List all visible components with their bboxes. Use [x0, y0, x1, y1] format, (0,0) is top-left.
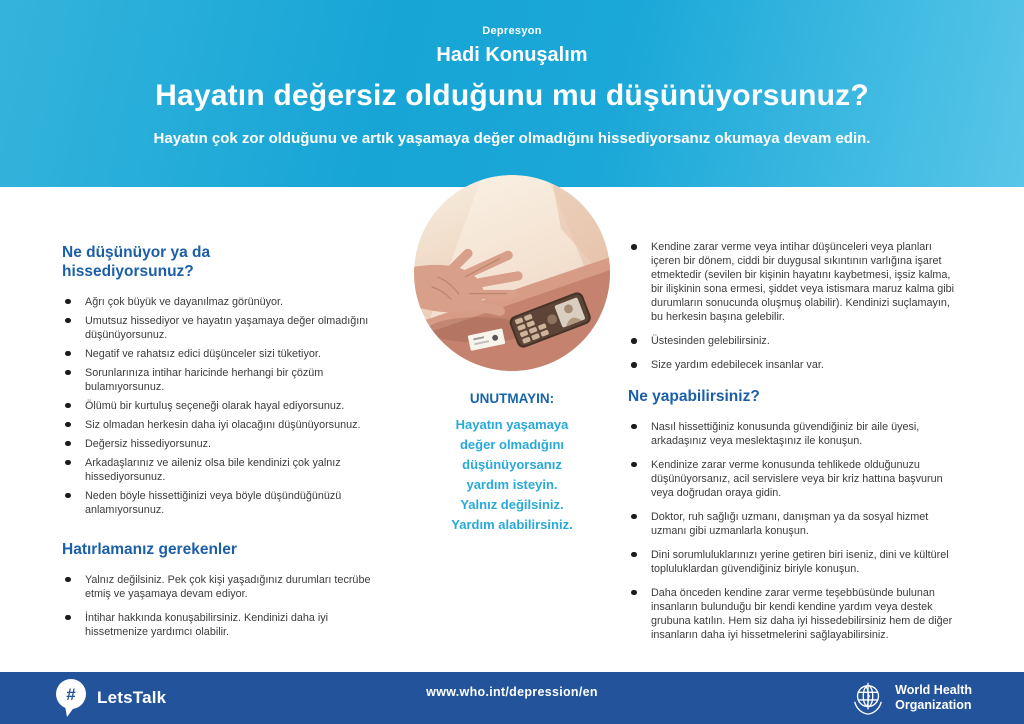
bullet-item: Nasıl hissettiğiniz konusunda güvendiğiniz bir aile üyesi, arkadaşınız veya meslektaşınız ile konuşun.: [628, 420, 962, 448]
bullet-item: Umutsuz hissediyor ve hayatın yaşamaya değer olmadığını düşünüyorsunuz.: [62, 314, 387, 342]
bullet-item: Değersiz hissediyorsunuz.: [62, 437, 387, 451]
bullet-item: Negatif ve rahatsız edici düşünceler sizi tüketiyor.: [62, 347, 387, 361]
feelings-bullet-list: [62, 295, 387, 517]
bullet-item: Doktor, ruh sağlığı uzmanı, danışman ya da sosyal hizmet uzmanı gibi uzmanlarla konuşun.: [628, 510, 962, 538]
who-emblem-icon: [849, 679, 887, 717]
bullet-item: Ağrı çok büyük ve dayanılmaz görünüyor.: [62, 295, 387, 309]
bullet-item: Kendine zarar verme veya intihar düşünceleri veya planları içeren bir dönem, ciddi bir duygusal sıkıntının varlığına işaret etmektedir (sevilen bir kişinin hayatını kaybetmesi, işsiz kalma, bir ilişkinin sona ermesi, şiddet veya istismara maruz kalma gibi durumların sonucunda oluşmuş olabilir). Kendinizi suçlamayın, bu herkesin başına gelebilir.: [628, 240, 962, 324]
reminder-lines: [404, 415, 620, 535]
remember-bullet-list: [62, 573, 387, 639]
who-logo: [849, 679, 972, 717]
hand-phone-illustration: [414, 175, 610, 371]
svg-text:#: #: [66, 685, 76, 704]
hand-phone-illustration-svg: [414, 175, 610, 371]
bullet-item: İntihar hakkında konuşabilirsiniz. Kendinizi daha iyi hissetmenize yardımcı olabilir.: [62, 611, 387, 639]
bullet-item: Üstesinden gelebilirsiniz.: [628, 334, 962, 348]
signs-bullet-list: [628, 240, 962, 372]
reminder-heading: UNUTMAYIN:: [469, 391, 555, 406]
bullet-item: Daha önceden kendine zarar verme teşebbüsünde bulunan insanların bulunduğu bir kendi kendine yardım veya destek grubuna katılın. Hem siz daha iyi hissedebilirsiniz hem de diğer insanların daha iyi hissetmelerini sağlayabilirsiniz.: [628, 586, 962, 642]
text-line: düşünüyorsanız: [462, 457, 562, 472]
bullet-item: Arkadaşlarınız ve aileniz olsa bile kendinizi çok yalnız hissediyorsunuz.: [62, 456, 387, 484]
bullet-item: Ölümü bir kurtuluş seçeneği olarak hayal ediyorsunuz.: [62, 399, 387, 413]
text-line: değer olmadığını: [459, 437, 564, 452]
letstalk-label: LetsTalk: [97, 688, 167, 707]
footer-bar: [0, 672, 1024, 724]
section-heading-feelings: Ne düşünüyor ya da hissediyorsunuz?: [62, 244, 211, 280]
section-heading-what-to-do: Ne yapabilirsiniz?: [628, 388, 760, 405]
text-line: yardım isteyin.: [466, 477, 558, 492]
bullet-item: Kendinize zarar verme konusunda tehlikede olduğunuzu düşünüyorsanız, acil servislere veya bir kriz hattına başvurun veya doğrudan oraya gidin.: [628, 458, 962, 500]
text-line: Yalnız değilsiniz.: [460, 497, 564, 512]
bullet-item: Neden böyle hissettiğinizi veya böyle düşündüğünüzü anlamıyorsunuz.: [62, 489, 387, 517]
page-title: Hayatın değersiz olduğunu mu düşünüyorsunuz?: [155, 79, 869, 112]
header-kicker: Depresyon: [482, 25, 542, 37]
bullet-item: Size yardım edebilecek insanlar var.: [628, 358, 962, 372]
bullet-item: Siz olmadan herkesin daha iyi olacağını düşünüyorsunuz.: [62, 418, 387, 432]
what-to-do-bullet-list: [628, 420, 962, 642]
section-heading-remember: Hatırlamanız gerekenler: [62, 540, 237, 558]
left-column: [62, 244, 387, 649]
footer-url[interactable]: www.who.int/depression/en: [426, 685, 598, 699]
who-wordmark: World Health Organization: [895, 683, 972, 712]
text-line: Hayatın yaşamaya: [455, 417, 569, 432]
bullet-item: Dini sorumluluklarınızı yerine getiren biri iseniz, dini ve kültürel topluluklardan güvendiğiniz biriyle konuşun.: [628, 548, 962, 576]
campaign-title: Hadi Konuşalım: [436, 44, 588, 66]
reminder-block: [404, 391, 620, 535]
right-column: [628, 240, 962, 652]
header-banner: [0, 0, 1024, 187]
text-line: Yardım alabilirsiniz.: [451, 517, 573, 532]
page-subtitle: Hayatın çok zor olduğunu ve artık yaşamaya değer olmadığını hissediyorsanız okumaya devam edin.: [153, 130, 871, 147]
bullet-item: Yalnız değilsiniz. Pek çok kişi yaşadığınız durumları tecrübe etmiş ve yaşamaya devam ediyor.: [62, 573, 387, 601]
bullet-item: Sorunlarınıza intihar haricinde herhangi bir çözüm bulamıyorsunuz.: [62, 366, 387, 394]
